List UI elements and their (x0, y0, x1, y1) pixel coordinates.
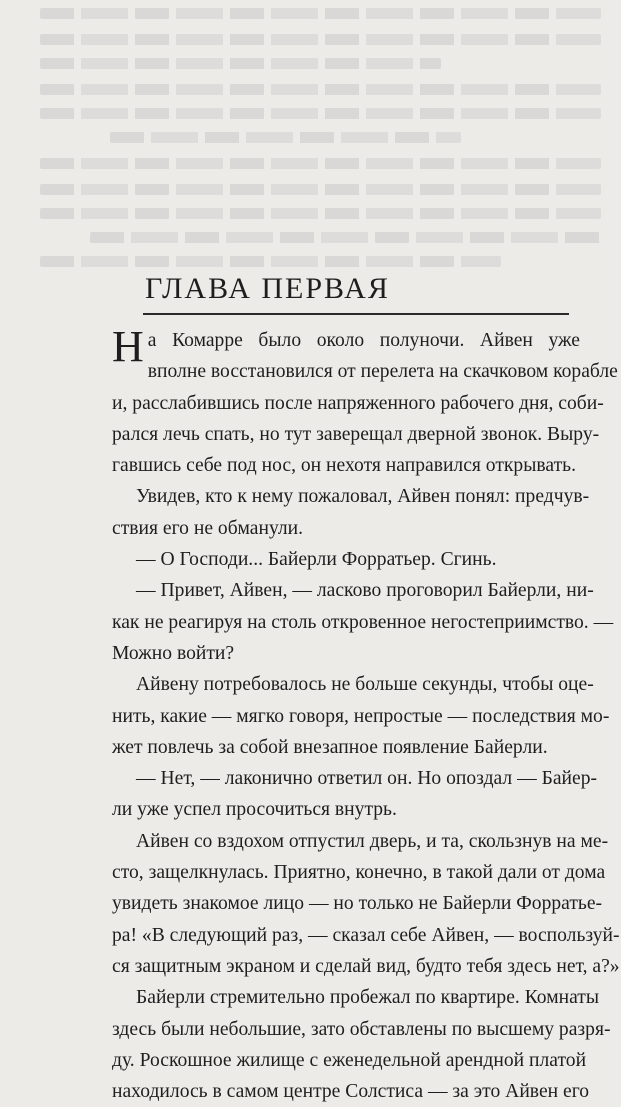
paragraph-line: Увидев, кто к нему пожаловал, Айвен понял: предчув- (136, 486, 590, 508)
paragraph-line: ся защитным экраном и сделай вид, будто тебя здесь нет, а?» (112, 955, 620, 977)
paragraph-line: находилось в самом центре Солстиса — за это Айвен его (112, 1081, 590, 1103)
paragraph-line: Байерли стремительно пробежал по квартире. Комнаты (136, 987, 600, 1009)
paragraph-line: рался лечь спать, но тут заверещал дверной звонок. Выру- (112, 423, 600, 445)
paragraph-line: гавшись себе под нос, он нехотя направился открывать. (112, 455, 576, 477)
paragraph-line: — Привет, Айвен, — ласково проговорил Байерли, ни- (136, 580, 594, 602)
paragraph-line: ствия его не обманули. (112, 517, 304, 539)
body-text (112, 322, 620, 1107)
paragraph-line: ра! «В следующий раз, — сказал себе Айвен, — воспользуй- (112, 924, 620, 946)
bleed-through-text (0, 0, 621, 300)
paragraph-line: — Нет, — лаконично ответил он. Но опоздал — Байер- (136, 768, 598, 790)
paragraph-line: здесь были небольшие, зато обставлены по высшему разря- (112, 1018, 611, 1040)
paragraph-line: На Комарре было около полуночи. Айвен уже (112, 322, 580, 371)
drop-cap: Н (112, 322, 144, 371)
paragraph-line: Можно войти? (112, 642, 235, 664)
paragraph-line: вполне восстановился от перелета на скачковом корабле (147, 361, 618, 383)
paragraph-line: как не реагируя на столь откровенное негостеприимство. — (112, 611, 614, 633)
paragraph-line: Айвену потребовалось не больше секунды, чтобы оце- (136, 674, 594, 696)
paragraph-line: нить, какие — мягко говоря, непростые — последствия мо- (112, 705, 610, 727)
paragraph-line: и, расслабившись после напряженного рабочего дня, соби- (112, 392, 604, 414)
paragraph-line: увидеть знакомое лицо — но только не Байерли Форратье- (112, 893, 603, 915)
paragraph-line: ли уже успел просочиться внутрь. (112, 799, 397, 821)
paragraph-line: — О Господи... Байерли Форратьер. Сгинь. (136, 549, 497, 571)
paragraph-line: жет повлечь за собой внезапное появление Байерли. (112, 736, 548, 758)
heading-rule (143, 313, 569, 315)
paragraph-line: ду. Роскошное жилище с еженедельной арендной платой (112, 1049, 587, 1071)
chapter-heading: ГЛАВА ПЕРВАЯ (145, 272, 390, 305)
paragraph-line: сто, защелкнулась. Приятно, конечно, в такой дали от дома (112, 862, 606, 884)
paragraph-line: Айвен со вздохом отпустил дверь, и та, скользнув на ме- (136, 830, 609, 852)
